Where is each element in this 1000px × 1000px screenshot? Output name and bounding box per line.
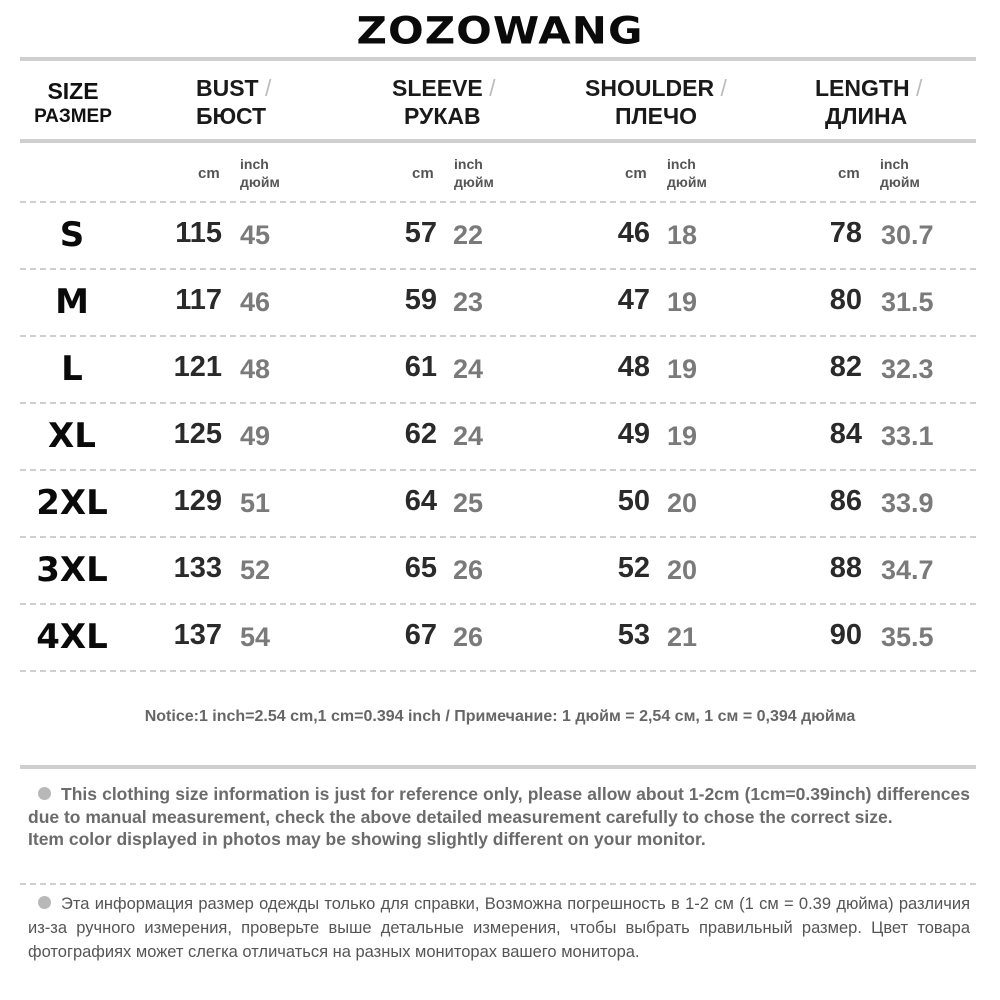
length-inch-value: 33.1 — [881, 421, 934, 451]
shoulder-inch-value: 19 — [667, 354, 698, 384]
size-label: M — [55, 282, 89, 322]
row-divider — [20, 469, 976, 471]
sleeve-cm-value: 64 — [404, 485, 437, 517]
shoulder-header-ru: ПЛЕЧО — [615, 103, 698, 129]
bust-cm-value: 129 — [173, 485, 222, 517]
unit-inch-en: inch — [880, 156, 909, 172]
sleeve-inch-value: 25 — [453, 488, 484, 518]
bullet-icon — [38, 896, 51, 909]
shoulder-unit-inch — [667, 155, 707, 191]
shoulder-cm-value: 46 — [617, 217, 650, 249]
sleeve-cm-value: 67 — [404, 619, 437, 651]
header-separator: / — [489, 75, 496, 101]
sleeve-cm-value: 61 — [404, 351, 437, 383]
sleeve-header — [392, 74, 496, 130]
bust-inch-value: 52 — [240, 555, 271, 585]
length-inch-value: 34.7 — [881, 555, 934, 585]
shoulder-header — [585, 74, 727, 130]
bust-inch-value: 48 — [240, 354, 271, 384]
length-header-ru: ДЛИНА — [825, 103, 908, 129]
bust-unit-inch — [240, 155, 280, 191]
bust-header-ru: БЮСТ — [196, 103, 267, 129]
sleeve-cm-value: 57 — [404, 217, 437, 249]
length-cm-value: 78 — [829, 217, 862, 249]
shoulder-cm-value: 48 — [617, 351, 650, 383]
shoulder-inch-value: 19 — [667, 421, 698, 451]
row-divider — [20, 201, 976, 203]
shoulder-cm-value: 47 — [617, 284, 650, 316]
sleeve-inch-value: 22 — [453, 220, 484, 250]
bust-header-en: BUST — [196, 75, 259, 101]
sleeve-unit-cm: cm — [412, 165, 434, 182]
size-label: S — [59, 215, 85, 255]
row-divider — [20, 670, 976, 672]
bust-cm-value: 121 — [173, 351, 222, 383]
row-divider — [20, 335, 976, 337]
sleeve-header-ru: РУКАВ — [404, 103, 481, 129]
bust-header — [196, 74, 271, 130]
length-cm-value: 84 — [829, 418, 862, 450]
bust-inch-value: 46 — [240, 287, 271, 317]
bullet-icon — [38, 787, 51, 800]
length-cm-value: 80 — [829, 284, 862, 316]
sleeve-inch-value: 23 — [453, 287, 484, 317]
sleeve-header-en: SLEEVE — [392, 75, 483, 101]
bust-cm-value: 115 — [175, 217, 222, 249]
length-cm-value: 90 — [829, 619, 862, 651]
bust-inch-value: 54 — [240, 622, 271, 652]
sleeve-cm-value: 62 — [404, 418, 437, 450]
header-separator: / — [915, 75, 923, 101]
info-en-color-note: Item color displayed in photos may be showing slightly different on your monitor. — [28, 829, 706, 849]
header-separator: / — [720, 75, 727, 101]
size-header-ru: РАЗМЕР — [34, 106, 112, 127]
shoulder-cm-value: 49 — [617, 418, 650, 450]
sleeve-unit-inch — [454, 155, 494, 191]
bust-cm-value: 137 — [173, 619, 222, 651]
bust-inch-value: 45 — [240, 220, 271, 250]
length-inch-value: 33.9 — [881, 488, 934, 518]
info-divider — [20, 883, 976, 885]
length-cm-value: 88 — [829, 552, 862, 584]
shoulder-cm-value: 50 — [617, 485, 650, 517]
shoulder-inch-value: 20 — [667, 555, 698, 585]
info-ru — [28, 892, 970, 964]
bust-unit-cm: cm — [198, 165, 220, 182]
unit-inch-en: inch — [240, 156, 269, 172]
shoulder-cm-value: 53 — [617, 619, 650, 651]
bust-cm-value: 117 — [175, 284, 222, 316]
size-header-en: SIZE — [47, 78, 99, 104]
length-inch-value: 30.7 — [881, 220, 934, 250]
size-label: L — [61, 349, 83, 389]
sleeve-inch-value: 26 — [453, 622, 484, 652]
shoulder-inch-value: 19 — [667, 287, 698, 317]
header-divider — [20, 139, 976, 143]
unit-inch-en: inch — [454, 156, 483, 172]
sleeve-inch-value: 26 — [453, 555, 484, 585]
size-label: XL — [48, 416, 96, 456]
unit-inch-ru: дюйм — [880, 174, 920, 190]
shoulder-cm-value: 52 — [617, 552, 650, 584]
length-cm-value: 82 — [829, 351, 862, 383]
length-header — [815, 74, 922, 130]
length-unit-inch — [880, 155, 920, 191]
sleeve-cm-value: 65 — [404, 552, 437, 584]
shoulder-inch-value: 21 — [667, 622, 698, 652]
size-header — [18, 78, 128, 130]
length-inch-value: 35.5 — [881, 622, 934, 652]
row-divider — [20, 268, 976, 270]
sleeve-inch-value: 24 — [453, 354, 484, 384]
length-header-en: LENGTH — [815, 75, 910, 101]
row-divider — [20, 402, 976, 404]
bust-inch-value: 51 — [240, 488, 271, 518]
row-divider — [20, 536, 976, 538]
bust-inch-value: 49 — [240, 421, 271, 451]
sleeve-inch-value: 24 — [453, 421, 484, 451]
size-label: 4XL — [36, 617, 108, 657]
info-en — [28, 783, 970, 851]
unit-inch-en: inch — [667, 156, 696, 172]
header-separator: / — [265, 75, 272, 101]
row-divider — [20, 603, 976, 605]
size-label: 2XL — [36, 483, 108, 523]
length-cm-value: 86 — [829, 485, 862, 517]
unit-inch-ru: дюйм — [454, 174, 494, 190]
unit-inch-ru: дюйм — [667, 174, 707, 190]
top-divider — [20, 57, 976, 61]
brand-logo: ZOZOWANG — [356, 8, 644, 53]
length-inch-value: 31.5 — [881, 287, 934, 317]
shoulder-unit-cm: cm — [625, 165, 647, 182]
shoulder-inch-value: 20 — [667, 488, 698, 518]
length-inch-value: 32.3 — [881, 354, 934, 384]
info-en-text: This clothing size information is just for reference only, please allow about 1-2cm (1cm=0.39inch) differences due to manual measurement, check the above detailed measurement carefully to chose the correct size. — [28, 784, 970, 827]
bust-cm-value: 133 — [173, 552, 222, 584]
shoulder-header-en: SHOULDER — [585, 75, 715, 101]
unit-inch-ru: дюйм — [240, 174, 280, 190]
conversion-notice: Notice:1 inch=2.54 cm,1 cm=0.394 inch / Примечание: 1 дюйм = 2,54 см, 1 см = 0,394 дюйма — [144, 708, 856, 725]
sleeve-cm-value: 59 — [404, 284, 437, 316]
size-label: 3XL — [36, 550, 108, 590]
notice-divider — [20, 765, 976, 769]
info-ru-text: Эта информация размер одежды только для справки, Возможна погрешность в 1-2 см (1 см = 0.39 дюйма) различия из-за ручного измерения, проверьте выше детальные измерения, чтобы выбрать правильный размер. Цвет товара фотографиях может слегка отличаться на разных мониторах вашего монитора. — [28, 895, 970, 961]
bust-cm-value: 125 — [173, 418, 222, 450]
length-unit-cm: cm — [838, 165, 860, 182]
shoulder-inch-value: 18 — [667, 220, 698, 250]
